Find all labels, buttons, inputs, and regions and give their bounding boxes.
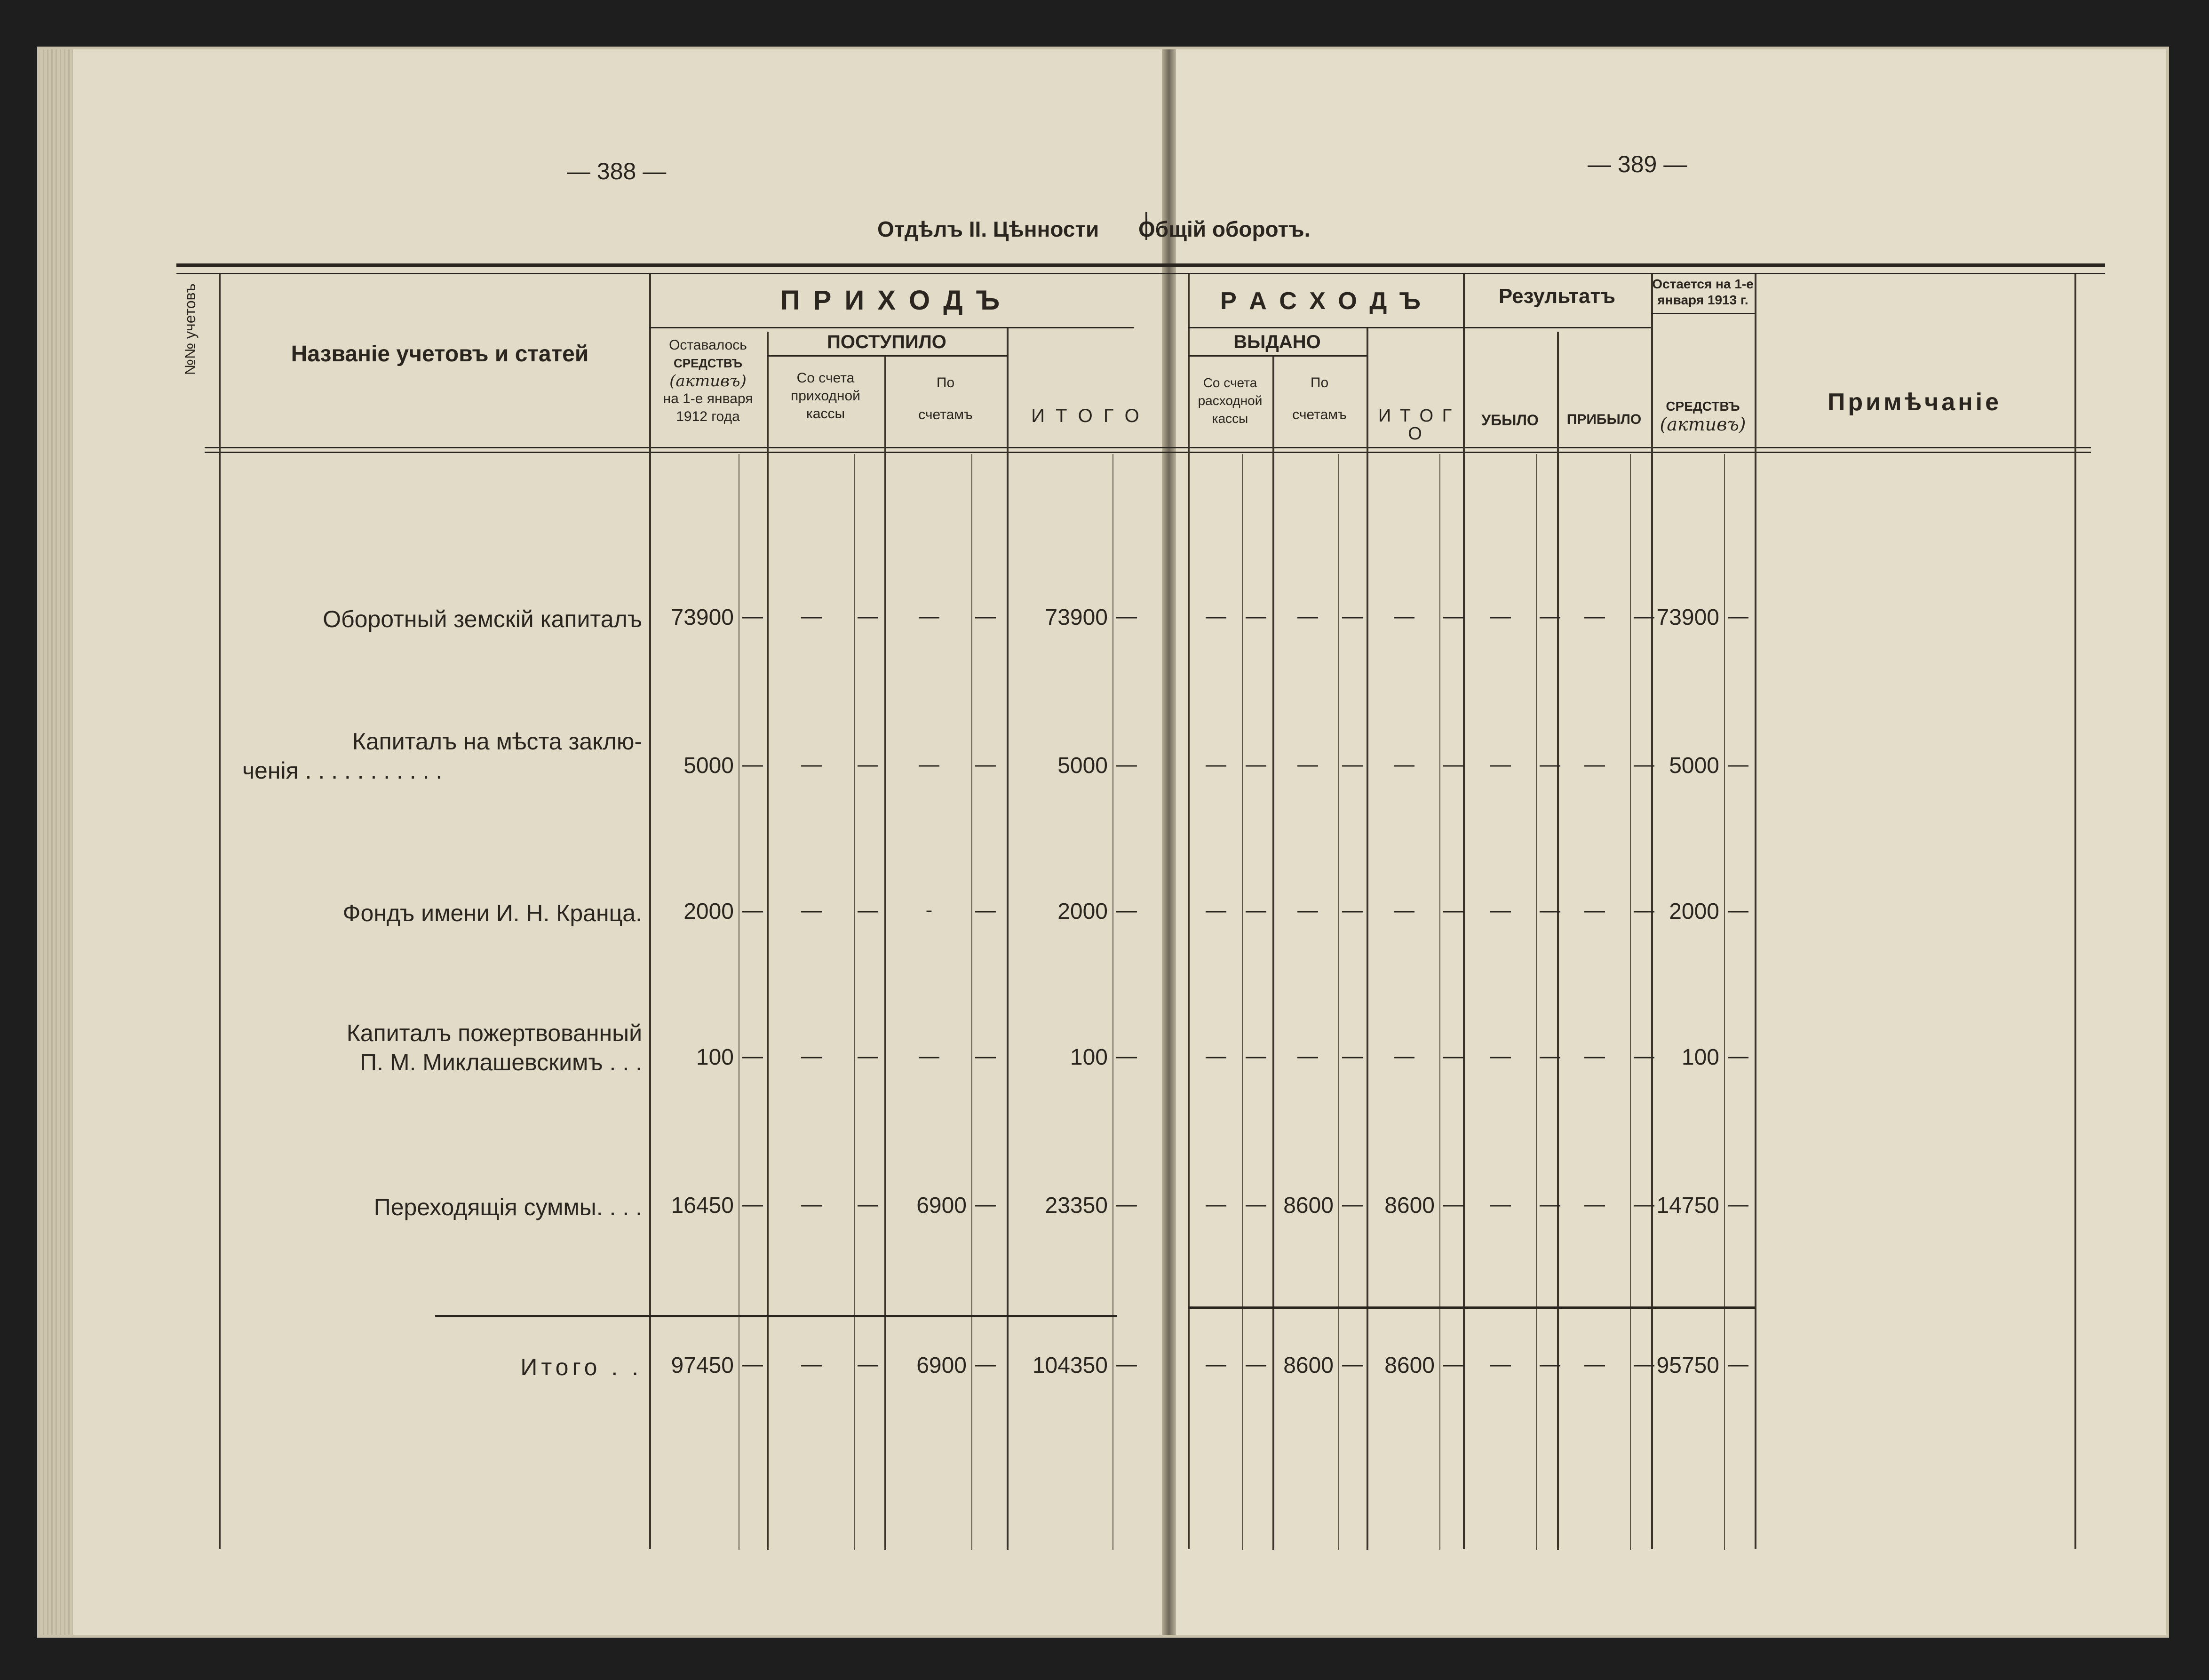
rash-itogo-value: 8600: [1384, 1193, 1435, 1218]
cents-dash: —: [1443, 1044, 1464, 1067]
cents-dash: —: [742, 899, 763, 922]
cents-dash: —: [1246, 605, 1266, 628]
cents-dash: —: [1342, 899, 1363, 922]
cents-dash: —: [742, 1193, 763, 1216]
cents-dash: —: [1246, 1353, 1266, 1376]
cents-dash: —: [1540, 1353, 1560, 1376]
ubylo-header: УБЫЛО: [1481, 412, 1539, 429]
pribylo-dash: —: [1584, 605, 1605, 628]
prih-scheta-dash: -: [925, 899, 933, 922]
row-label-line: П. М. Миклашевскимъ . . .: [360, 1049, 642, 1075]
ostaetsya-value: 73900: [1656, 605, 1719, 630]
cents-dash: —: [1342, 1044, 1363, 1067]
cents-dash: —: [1246, 1044, 1266, 1067]
cents-dash: —: [742, 605, 763, 628]
cents-dash: —: [858, 1044, 878, 1067]
cents-dash: —: [1246, 899, 1266, 922]
postupilo-header: ПОСТУПИЛО: [827, 332, 946, 352]
rash-itogo-dash: —: [1394, 605, 1414, 628]
cents-dash: —: [975, 1193, 996, 1216]
total-rule-left: [435, 1315, 1117, 1317]
row-label: [242, 899, 642, 928]
vydano-rule: [1188, 355, 1367, 357]
top-rule-thin: [176, 273, 2105, 274]
prih-scheta-dash: —: [919, 605, 939, 628]
cents-dash: —: [858, 1353, 878, 1376]
row-label: [242, 727, 642, 785]
cents-dash: —: [1116, 1044, 1137, 1067]
row-label-line: Капиталъ на мѣста заклю-: [352, 728, 642, 755]
sredstv-header: СРЕДСТВЪ (активъ): [1660, 399, 1746, 435]
col-line-cents8: [1536, 454, 1537, 1550]
prih-itogo-value: 73900: [1045, 605, 1108, 630]
ostaetsya-value: 5000: [1669, 753, 1719, 778]
prih-kassa-dash: —: [801, 899, 822, 922]
prih-kassa-header: Со счета приходной кассы: [791, 370, 860, 422]
vyd-kassa-dash: —: [1206, 1193, 1226, 1216]
col-line-3: [767, 332, 769, 1550]
left-page-number: — 388 —: [567, 158, 667, 184]
header-rule-2: [205, 452, 2091, 453]
cents-dash: —: [1634, 899, 1654, 922]
rezultat-rule: [1463, 327, 1651, 328]
cents-dash: —: [975, 605, 996, 628]
primechanie-header: Примѣчаніе: [1828, 389, 2002, 416]
cents-dash: —: [975, 899, 996, 922]
pribylo-dash: —: [1584, 753, 1605, 776]
book-gutter: [1162, 49, 1176, 1635]
row-label-line: Оборотный земскій капиталъ: [323, 606, 642, 632]
cents-dash: —: [1634, 1044, 1654, 1067]
row-label: [242, 605, 642, 634]
ostaetsya-header: Остается на 1-е января 1913 г.: [1652, 277, 1754, 307]
total-label: Итого . .: [520, 1354, 642, 1380]
cents-dash: —: [1116, 1353, 1137, 1376]
ostaetsya-value: 100: [1681, 1045, 1719, 1070]
pribylo-header: ПРИБЫЛО: [1566, 412, 1642, 427]
rash-itogo-dash: —: [1394, 1044, 1414, 1067]
cents-dash: —: [1116, 753, 1137, 776]
cents-dash: —: [858, 899, 878, 922]
rash-itogo-dash: —: [1394, 899, 1414, 922]
cents-dash: —: [1342, 605, 1363, 628]
ubylo-dash: —: [1490, 1044, 1511, 1067]
cents-dash: —: [1116, 1193, 1137, 1216]
prih-itogo-value: 104350: [1032, 1353, 1108, 1378]
col-line-cents7: [1439, 454, 1440, 1550]
vyd-kassa-dash: —: [1206, 605, 1226, 628]
ostaetsya-value: 2000: [1669, 899, 1719, 924]
vyd-scheta-value: 8600: [1283, 1193, 1334, 1218]
cents-dash: —: [1634, 605, 1654, 628]
row-label-line: ченія . . . . . . . . . . .: [242, 757, 443, 784]
page-edges: [40, 49, 73, 1635]
cents-dash: —: [742, 1353, 763, 1376]
cents-dash: —: [1728, 899, 1748, 922]
pribylo-dash: —: [1584, 1044, 1605, 1067]
vyd-kassa-dash: —: [1206, 899, 1226, 922]
prih-scheta-value: 6900: [916, 1193, 967, 1218]
prih-kassa-dash: —: [801, 753, 822, 776]
prih-itogo-header: И Т О Г О: [1031, 406, 1142, 426]
prihod-rule: [649, 327, 1134, 328]
col-line-cents4: [1112, 454, 1113, 1550]
ubylo-dash: —: [1490, 753, 1511, 776]
cents-dash: —: [1443, 753, 1464, 776]
prih-itogo-value: 23350: [1045, 1193, 1108, 1218]
prih-scheta-dash: —: [919, 753, 939, 776]
ostaetsya-value: 14750: [1656, 1193, 1719, 1218]
ubylo-dash: —: [1490, 899, 1511, 922]
cents-dash: —: [858, 1193, 878, 1216]
ostatok-value: 16450: [671, 1193, 734, 1218]
total-rule-right: [1188, 1306, 1755, 1309]
prih-scheta-dash: —: [919, 1044, 939, 1067]
col-line-13: [2074, 274, 2076, 1549]
ostatok-value: 100: [696, 1045, 734, 1070]
cents-dash: —: [1540, 605, 1560, 628]
cents-dash: —: [1246, 753, 1266, 776]
cents-dash: —: [1634, 753, 1654, 776]
cents-dash: —: [1634, 1353, 1654, 1376]
vyd-scheta-dash: —: [1297, 605, 1318, 628]
cents-dash: —: [1540, 753, 1560, 776]
pribylo-dash: —: [1584, 1193, 1605, 1216]
rash-kassa-header: Со счета расходной кассы: [1198, 375, 1263, 426]
prih-itogo-value: 5000: [1057, 753, 1108, 778]
col-line-cents3: [971, 454, 972, 1550]
cents-dash: —: [1443, 1193, 1464, 1216]
cents-dash: —: [975, 1353, 996, 1376]
cents-dash: —: [1246, 1193, 1266, 1216]
rash-itogo-dash: —: [1394, 753, 1414, 776]
cents-dash: —: [858, 753, 878, 776]
num-col-header: №№ учетовъ: [182, 283, 199, 375]
cents-dash: —: [1540, 1193, 1560, 1216]
cents-dash: —: [975, 1044, 996, 1067]
prihod-header: П Р И Х О Д Ъ: [780, 285, 1003, 316]
cents-dash: —: [742, 753, 763, 776]
cents-dash: —: [1728, 753, 1748, 776]
vyd-scheta-dash: —: [1297, 1044, 1318, 1067]
col-line-cents5: [1242, 454, 1243, 1550]
col-line-12: [1755, 274, 1756, 1549]
cents-dash: —: [1728, 1193, 1748, 1216]
rezultat-header: Результатъ: [1498, 285, 1616, 308]
row-label-line: Капиталъ пожертвованный: [346, 1020, 642, 1046]
vyd-kassa-dash: —: [1206, 1353, 1226, 1376]
prih-kassa-dash: —: [801, 605, 822, 628]
cents-dash: —: [742, 1044, 763, 1067]
col-line-cents2: [854, 454, 855, 1550]
prih-scheta-value: 6900: [916, 1353, 967, 1378]
prih-kassa-dash: —: [801, 1193, 822, 1216]
ostatok-value: 5000: [683, 753, 734, 778]
name-col-header: Названіе учетовъ и статей: [291, 342, 589, 366]
ostaetsya-rule: [1651, 313, 1755, 314]
ubylo-dash: —: [1490, 1193, 1511, 1216]
top-rule: [176, 263, 2105, 267]
cents-dash: —: [1728, 605, 1748, 628]
col-line-6: [1188, 274, 1190, 1549]
ubylo-dash: —: [1490, 1353, 1511, 1376]
cents-dash: —: [858, 605, 878, 628]
prih-scheta-header: По счетамъ: [918, 375, 973, 422]
cents-dash: —: [1116, 899, 1137, 922]
ostaetsya-value: 95750: [1656, 1353, 1719, 1378]
ostatok-value: 2000: [683, 899, 734, 924]
running-head-left: Отдѣлъ II. Цѣнности: [877, 217, 1099, 241]
rash-scheta-header: По счетамъ: [1292, 375, 1347, 422]
rash-itogo-header: И Т О Г О: [1378, 406, 1454, 444]
rashod-header: Р А С Х О Д Ъ: [1220, 287, 1423, 315]
cents-dash: —: [1342, 753, 1363, 776]
col-line-1: [219, 274, 221, 1549]
prih-itogo-value: 2000: [1057, 899, 1108, 924]
cents-dash: —: [1443, 1353, 1464, 1376]
cents-dash: —: [1728, 1353, 1748, 1376]
running-head-right: Общій оборотъ.: [1138, 217, 1311, 241]
cents-dash: —: [1540, 899, 1560, 922]
cents-dash: —: [1342, 1353, 1363, 1376]
row-label: [242, 1193, 642, 1222]
header-rule-1: [205, 447, 2091, 448]
cents-dash: —: [1116, 605, 1137, 628]
cents-dash: —: [1540, 1044, 1560, 1067]
row-label: [242, 1019, 642, 1077]
vyd-kassa-dash: —: [1206, 1044, 1226, 1067]
prih-kassa-dash: —: [801, 1044, 822, 1067]
open-book: [40, 49, 2166, 1635]
prih-itogo-value: 100: [1070, 1045, 1108, 1070]
cents-dash: —: [975, 753, 996, 776]
prih-kassa-dash: —: [801, 1353, 822, 1376]
right-page-number: — 389 —: [1588, 151, 1687, 177]
vyd-scheta-dash: —: [1297, 899, 1318, 922]
cents-dash: —: [1443, 899, 1464, 922]
pribylo-dash: —: [1584, 1353, 1605, 1376]
cents-dash: —: [1342, 1193, 1363, 1216]
col-line-cents10: [1724, 454, 1725, 1550]
cents-dash: —: [1728, 1044, 1748, 1067]
ostatok-value: 97450: [671, 1353, 734, 1378]
cents-dash: —: [1634, 1193, 1654, 1216]
ostavalos-header: Оставалось СРЕДСТВЪ (активъ) на 1-е января 1912 года: [663, 337, 753, 424]
cents-dash: —: [1443, 605, 1464, 628]
vyd-scheta-value: 8600: [1283, 1353, 1334, 1378]
rash-itogo-value: 8600: [1384, 1353, 1435, 1378]
row-label-line: Переходящія суммы. . . .: [373, 1194, 642, 1220]
row-label-line: Фондъ имени И. Н. Кранца.: [342, 900, 642, 926]
vyd-scheta-dash: —: [1297, 753, 1318, 776]
pribylo-dash: —: [1584, 899, 1605, 922]
ubylo-dash: —: [1490, 605, 1511, 628]
ostatok-value: 73900: [671, 605, 734, 630]
vyd-kassa-dash: —: [1206, 753, 1226, 776]
vydano-header: ВЫДАНО: [1233, 332, 1321, 352]
postupilo-rule: [767, 355, 1007, 357]
